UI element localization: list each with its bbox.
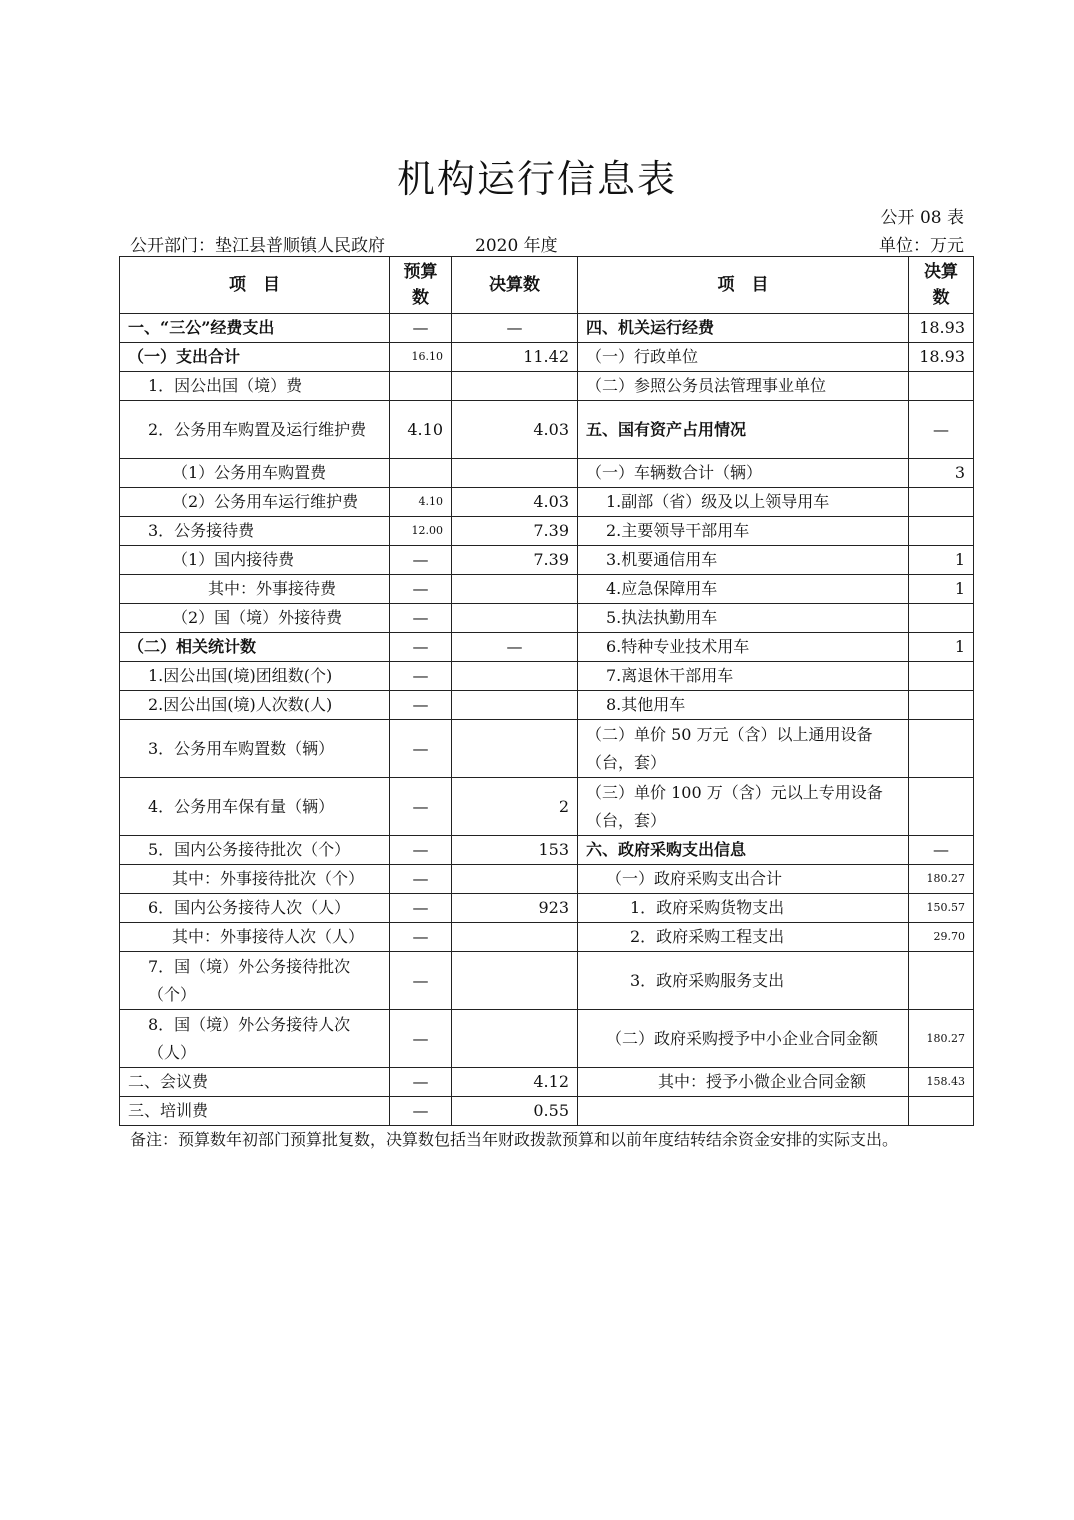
table-row xyxy=(120,778,974,836)
row-label: 4．公务用车保有量（辆） xyxy=(120,778,390,836)
right-label: 2．政府采购工程支出 xyxy=(578,923,909,952)
form-number: 公开 08 表 xyxy=(880,208,964,228)
budget-cell: — xyxy=(390,1010,452,1068)
right-value xyxy=(909,517,974,546)
table-row xyxy=(120,401,974,459)
row-label: 其中：外事接待批次（个） xyxy=(120,865,390,894)
final-cell: 4.03 xyxy=(452,488,578,517)
final-cell xyxy=(452,691,578,720)
final-cell xyxy=(452,604,578,633)
budget-cell: — xyxy=(390,1068,452,1097)
right-value: — xyxy=(909,836,974,865)
meta-row xyxy=(130,231,964,255)
right-label: 3．政府采购服务支出 xyxy=(578,952,909,1010)
right-label: 六、政府采购支出信息 xyxy=(578,836,909,865)
final-cell: 2 xyxy=(452,778,578,836)
right-label: 其中：授予小微企业合同金额 xyxy=(578,1068,909,1097)
right-label: 3.机要通信用车 xyxy=(578,546,909,575)
right-value xyxy=(909,691,974,720)
right-value: 29.70 xyxy=(909,923,974,952)
budget-cell: — xyxy=(390,720,452,778)
budget-cell: 16.10 xyxy=(390,343,452,372)
right-value: 180.27 xyxy=(909,865,974,894)
right-value: 3 xyxy=(909,459,974,488)
table-row xyxy=(120,633,974,662)
right-label: （二）政府采购授予中小企业合同金额 xyxy=(578,1010,909,1068)
right-value: 1 xyxy=(909,633,974,662)
right-label: 五、国有资产占用情况 xyxy=(578,401,909,459)
row-label: 3．公务接待费 xyxy=(120,517,390,546)
budget-cell: 4.10 xyxy=(390,401,452,459)
right-value: 18.93 xyxy=(909,343,974,372)
table-header-row xyxy=(120,257,974,314)
right-label: 4.应急保障用车 xyxy=(578,575,909,604)
final-cell xyxy=(452,662,578,691)
final-cell: 4.12 xyxy=(452,1068,578,1097)
final-cell: 11.42 xyxy=(452,343,578,372)
right-label: （一）车辆数合计（辆） xyxy=(578,459,909,488)
footnote: 备注：预算数年初部门预算批复数，决算数包括当年财政拨款预算和以前年度结转结余资金安排的实际支出。 xyxy=(130,1130,899,1149)
budget-cell: — xyxy=(390,691,452,720)
right-label: （二）单价 50 万元（含）以上通用设备（台，套） xyxy=(578,720,909,778)
table-row xyxy=(120,546,974,575)
right-value xyxy=(909,720,974,778)
right-value: 18.93 xyxy=(909,314,974,343)
final-cell: 153 xyxy=(452,836,578,865)
right-label: （二）参照公务员法管理事业单位 xyxy=(578,372,909,401)
table-row xyxy=(120,1097,974,1126)
budget-cell xyxy=(390,372,452,401)
final-cell xyxy=(452,459,578,488)
budget-cell: 12.00 xyxy=(390,517,452,546)
table-row xyxy=(120,459,974,488)
table-row xyxy=(120,865,974,894)
table-row xyxy=(120,952,974,1010)
row-label: 二、会议费 xyxy=(120,1068,390,1097)
table-row xyxy=(120,575,974,604)
final-cell xyxy=(452,865,578,894)
row-label: 其中：外事接待人次（人） xyxy=(120,923,390,952)
row-label: （1）公务用车购置费 xyxy=(120,459,390,488)
row-label: 5．国内公务接待批次（个） xyxy=(120,836,390,865)
budget-cell: — xyxy=(390,604,452,633)
right-value: — xyxy=(909,401,974,459)
budget-cell: — xyxy=(390,865,452,894)
table-row xyxy=(120,372,974,401)
row-label: 1．因公出国（境）费 xyxy=(120,372,390,401)
budget-cell xyxy=(390,459,452,488)
budget-cell: — xyxy=(390,575,452,604)
right-label: 5.执法执勤用车 xyxy=(578,604,909,633)
right-label: 1．政府采购货物支出 xyxy=(578,894,909,923)
table-row xyxy=(120,1068,974,1097)
right-value: 1 xyxy=(909,575,974,604)
unit-label: 单位：万元 xyxy=(879,236,964,256)
table-row xyxy=(120,1010,974,1068)
budget-cell: — xyxy=(390,662,452,691)
table-row xyxy=(120,604,974,633)
right-label: 四、机关运行经费 xyxy=(578,314,909,343)
budget-cell: — xyxy=(390,952,452,1010)
right-label: 2.主要领导干部用车 xyxy=(578,517,909,546)
right-label xyxy=(578,1097,909,1126)
header-final-right: 决算数 xyxy=(909,257,974,314)
department-label: 公开部门：垫江县普顺镇人民政府 xyxy=(130,236,385,256)
final-cell: — xyxy=(452,633,578,662)
row-label: （一）支出合计 xyxy=(120,343,390,372)
table-row xyxy=(120,691,974,720)
budget-cell: — xyxy=(390,546,452,575)
right-label: 1.副部（省）级及以上领导用车 xyxy=(578,488,909,517)
right-value xyxy=(909,1097,974,1126)
final-cell xyxy=(452,372,578,401)
final-cell: 4.03 xyxy=(452,401,578,459)
right-value xyxy=(909,662,974,691)
row-label: 三、培训费 xyxy=(120,1097,390,1126)
final-cell: 7.39 xyxy=(452,517,578,546)
right-label: 7.离退休干部用车 xyxy=(578,662,909,691)
row-label: 2．公务用车购置及运行维护费 xyxy=(120,401,390,459)
table-row xyxy=(120,894,974,923)
right-value xyxy=(909,778,974,836)
table-row xyxy=(120,836,974,865)
row-label: （二）相关统计数 xyxy=(120,633,390,662)
final-cell: — xyxy=(452,314,578,343)
right-value xyxy=(909,488,974,517)
budget-cell: — xyxy=(390,836,452,865)
row-label: 2.因公出国(境)人次数(人) xyxy=(120,691,390,720)
header-final: 决算数 xyxy=(452,257,578,314)
table-row xyxy=(120,343,974,372)
right-value: 150.57 xyxy=(909,894,974,923)
row-label: 1.因公出国(境)团组数(个) xyxy=(120,662,390,691)
row-label: （1）国内接待费 xyxy=(120,546,390,575)
right-value: 158.43 xyxy=(909,1068,974,1097)
budget-cell: — xyxy=(390,778,452,836)
table-row xyxy=(120,488,974,517)
final-cell: 7.39 xyxy=(452,546,578,575)
year-label: 2020 年度 xyxy=(475,236,558,256)
table-row xyxy=(120,923,974,952)
header-budget: 预算数 xyxy=(390,257,452,314)
final-cell xyxy=(452,923,578,952)
budget-cell: — xyxy=(390,1097,452,1126)
header-item-right: 项 目 xyxy=(578,257,909,314)
page-title: 机构运行信息表 xyxy=(396,157,677,201)
row-label: 3．公务用车购置数（辆） xyxy=(120,720,390,778)
table-row xyxy=(120,314,974,343)
final-cell xyxy=(452,720,578,778)
final-cell xyxy=(452,952,578,1010)
final-cell: 923 xyxy=(452,894,578,923)
row-label: 一、“三公”经费支出 xyxy=(120,314,390,343)
budget-cell: — xyxy=(390,633,452,662)
right-value: 1 xyxy=(909,546,974,575)
table-row xyxy=(120,720,974,778)
right-value xyxy=(909,372,974,401)
row-label: （2）公务用车运行维护费 xyxy=(120,488,390,517)
budget-cell: — xyxy=(390,923,452,952)
right-label: （一）行政单位 xyxy=(578,343,909,372)
header-item-left: 项 目 xyxy=(120,257,390,314)
table-row xyxy=(120,517,974,546)
right-label: 6.特种专业技术用车 xyxy=(578,633,909,662)
budget-cell: — xyxy=(390,894,452,923)
right-value xyxy=(909,952,974,1010)
row-label: 8．国（境）外公务接待人次（人） xyxy=(120,1010,390,1068)
final-cell: 0.55 xyxy=(452,1097,578,1126)
row-label: （2）国（境）外接待费 xyxy=(120,604,390,633)
row-label: 7．国（境）外公务接待批次（个） xyxy=(120,952,390,1010)
budget-cell: — xyxy=(390,314,452,343)
table-row xyxy=(120,662,974,691)
right-value: 180.27 xyxy=(909,1010,974,1068)
right-label: （一）政府采购支出合计 xyxy=(578,865,909,894)
row-label: 6．国内公务接待人次（人） xyxy=(120,894,390,923)
row-label: 其中：外事接待费 xyxy=(120,575,390,604)
right-label: 8.其他用车 xyxy=(578,691,909,720)
right-value xyxy=(909,604,974,633)
info-table xyxy=(119,256,974,1126)
right-label: （三）单价 100 万（含）元以上专用设备（台，套） xyxy=(578,778,909,836)
budget-cell: 4.10 xyxy=(390,488,452,517)
final-cell xyxy=(452,575,578,604)
final-cell xyxy=(452,1010,578,1068)
